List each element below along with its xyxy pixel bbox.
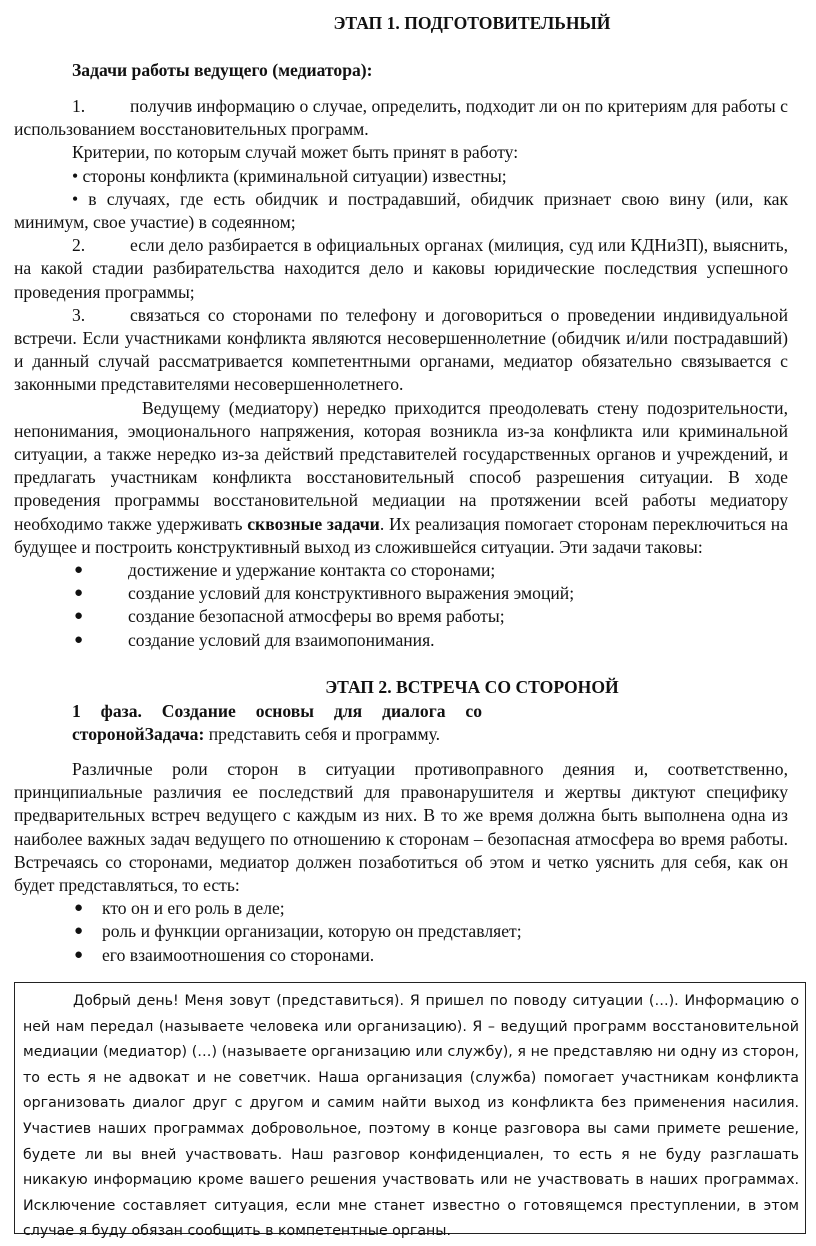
mediator-paragraph-start: Ведущему (медиатору) нередко приходится преодолевать стену подозрительности, непонимания, эмоционального напряжения, которая возникла из-за конфликта или криминальной ситуации, а также нередко из-за действий представителей государственных органов и учреждений, и предлагать участникам конфликта восстановительный способ разрешения ситуации. В ходе проведения программы восстановительной медиации на протяжении всей работы медиатору необходимо также удерживать (14, 397, 788, 534)
cross-cutting-tasks: сквозные задачи (247, 513, 380, 534)
bullet-icon: ● (74, 608, 84, 625)
list-item: ● достижение и удержание контакта со сторонами; (14, 559, 788, 582)
item-2-text: если дело разбирается в официальных органах (милиция, суд или КДНиЗП), выяснить, на какой стадии разбирательства находится дело и каковы юридические последствия успешного проведения программы; (14, 235, 788, 302)
bullet-icon: ● (74, 923, 84, 940)
list-item: ● создание условий для конструктивного выражения эмоций; (14, 582, 788, 605)
sample-greeting-box (14, 982, 806, 1240)
phase-task-label: сторонойЗадача: (72, 724, 205, 745)
phase-line-1: 1 фаза. Создание основы для диалога со (72, 701, 482, 721)
self-presentation-list (14, 897, 788, 967)
item-1 (14, 95, 788, 141)
criteria-2: • в случаях, где есть обидчик и пострадавший, обидчик признает свою вину (или, как минимум, свое участие) в содеянном; (14, 188, 788, 233)
bullet-icon: ● (74, 946, 84, 963)
list-item: ● его взаимоотношения со сторонами. (14, 944, 788, 967)
stage1-title: ЭТАП 1. ПОДГОТОВИТЕЛЬНЫЙ (333, 13, 611, 33)
item-1-text: получив информацию о случае, определить, подходит ли он по критериям для работы с использованием восстановительных программ. (14, 96, 788, 140)
phase-heading (72, 700, 482, 746)
stage2-body (14, 758, 788, 967)
item-3-number: 3. (72, 304, 86, 325)
list-item: ● кто он и его роль в деле; (14, 897, 788, 920)
list-item: ● роль и функции организации, которую он представляет; (14, 920, 788, 943)
stage2-title: ЭТАП 2. ВСТРЕЧА СО СТОРОНОЙ (325, 677, 619, 697)
tasks-list (14, 559, 788, 652)
criteria-intro: Критерии, по которым случай может быть принят в работу: (72, 142, 519, 163)
list-item: ● создание безопасной атмосферы во время работы; (14, 605, 788, 628)
mediator-paragraph-end: . Их реализация помогает сторонам переключиться на будущее и построить конструктивный выход из сложившейся ситуации. Эти задачи таковы: (14, 513, 788, 557)
sample-greeting-text: Добрый день! Меня зовут (представиться). Я пришел по поводу ситуации (…). Информацию о ней нам передал (называете человека или организацию). Я – ведущий программ восстановительной медиации (медиатор) (…) (называете организацию или службу), я не представляю ни одну из сторон, то есть я не адвокат и не советчик. Наша организация (служба) помогает участникам конфликта организовать диалог друг с другом и самим найти выход из конфликта без применения насилия. Участиев наших программах добровольное, поэтому в конце разговора вы сами примете решение, будете ли вы вней участвовать. Наш разговор конфиденциален, то есть я не буду разглашать никакую информацию кроме вашего решения участвовать или не участвовать в наших программах. Исключение составляет ситуация, если мне станет известно о готовящемся преступлении, в этом случае я буду обязан сообщить в компетентные органы. (23, 993, 799, 1240)
mediator-paragraph (14, 397, 788, 559)
item-1-number: 1. (72, 96, 86, 116)
phase-line-2 (72, 723, 482, 746)
stage1-body (14, 95, 788, 652)
bullet-icon: ● (74, 900, 84, 917)
item-3-text: связаться со сторонами по телефону и договориться о проведении индивидуальной встречи. Если участниками конфликта являются несовершеннолетние (обидчик и/или пострадавший) и данный случай рассматривается компетентными органами, медиатор обязательно связывается с законными представителями несовершеннолетнего. (14, 304, 788, 395)
bullet-icon: ● (74, 562, 84, 579)
item-2-number: 2. (72, 235, 86, 256)
phase-task-text: представить себя и программу. (204, 724, 441, 745)
roles-paragraph: Различные роли сторон в ситуации противоправного деяния и, соответственно, принципиальные различия ее последствий для правонарушителя и жертвы диктуют специфику предварительных встреч ведущего с каждым из них. В то же время должна быть выполнена одна из наиболее важных задач ведущего по отношению к сторонам – безопасная атмосфера во время работы. Встречаясь со сторонами, медиатор должен позаботиться об этом и четко уяснить для себя, как он будет представляться, то есть: (14, 759, 788, 896)
item-2 (14, 234, 788, 304)
criteria-1: • стороны конфликта (криминальной ситуации) известны; (72, 165, 507, 186)
bullet-icon: ● (74, 585, 84, 602)
bullet-icon: ● (74, 631, 84, 648)
tasks-heading: Задачи работы ведущего (медиатора): (72, 60, 373, 80)
item-3 (14, 304, 788, 397)
list-item: ● создание условий для взаимопонимания. (14, 629, 788, 652)
